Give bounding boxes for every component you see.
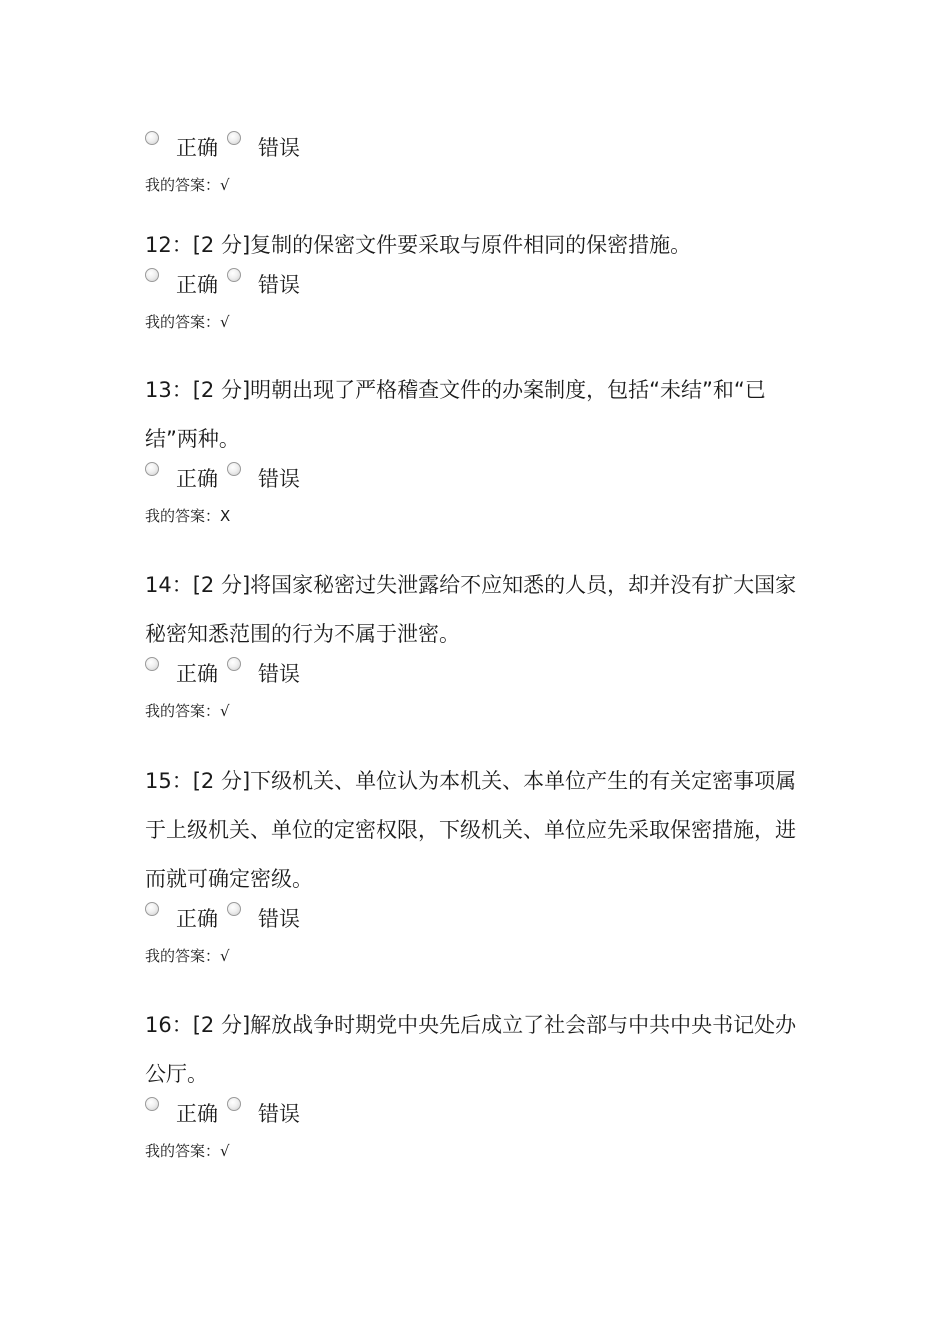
option-wrong-label: 错误 [258, 467, 300, 491]
question-14 [145, 561, 810, 721]
answer-options [145, 133, 810, 163]
question-text: 14：[2 分]将国家秘密过失泄露给不应知悉的人员，却并没有扩大国家秘密知悉范围的行为不属于泄密。 [145, 573, 797, 646]
radio-correct[interactable] [145, 657, 159, 671]
my-answer [145, 946, 810, 966]
radio-correct[interactable] [145, 268, 159, 282]
option-correct-label: 正确 [176, 1102, 218, 1126]
my-answer-label: 我的答案： [145, 947, 221, 965]
radio-wrong[interactable] [227, 131, 241, 145]
question-text: 16：[2 分]解放战争时期党中央先后成立了社会部与中共中央书记处办公厅。 [145, 1013, 797, 1086]
question-11 [145, 133, 810, 195]
question-12 [145, 221, 810, 332]
option-wrong-label: 错误 [258, 907, 300, 931]
my-answer-value: √ [220, 313, 230, 331]
answer-options [145, 270, 810, 300]
question-13 [145, 366, 810, 526]
radio-wrong[interactable] [227, 268, 241, 282]
option-correct-label: 正确 [176, 273, 218, 297]
radio-correct[interactable] [145, 462, 159, 476]
answer-options [145, 464, 810, 494]
option-correct-label: 正确 [176, 662, 218, 686]
option-wrong-label: 错误 [258, 273, 300, 297]
option-correct-label: 正确 [176, 467, 218, 491]
my-answer [145, 701, 810, 721]
my-answer-value: √ [220, 702, 230, 720]
my-answer-value: √ [220, 947, 230, 965]
radio-wrong[interactable] [227, 657, 241, 671]
my-answer [145, 1141, 810, 1161]
my-answer-value: √ [220, 176, 230, 194]
my-answer-label: 我的答案： [145, 1142, 221, 1160]
answer-options [145, 659, 810, 689]
radio-correct[interactable] [145, 1097, 159, 1111]
my-answer-value: X [220, 507, 231, 525]
option-correct-label: 正确 [176, 136, 218, 160]
question-15 [145, 757, 810, 966]
my-answer-label: 我的答案： [145, 507, 221, 525]
my-answer-value: √ [220, 1142, 230, 1160]
my-answer-label: 我的答案： [145, 313, 221, 331]
question-text: 15：[2 分]下级机关、单位认为本机关、本单位产生的有关定密事项属于上级机关、单位的定密权限，下级机关、单位应先采取保密措施，进而就可确定密级。 [145, 769, 797, 891]
my-answer [145, 175, 810, 195]
answer-options [145, 1099, 810, 1129]
my-answer [145, 312, 810, 332]
radio-correct[interactable] [145, 902, 159, 916]
question-text: 13：[2 分]明朝出现了严格稽查文件的办案制度，包括“未结”和“已结”两种。 [145, 378, 766, 451]
answer-options [145, 904, 810, 934]
my-answer-label: 我的答案： [145, 176, 221, 194]
my-answer-label: 我的答案： [145, 702, 221, 720]
question-text: 12：[2 分]复制的保密文件要采取与原件相同的保密措施。 [145, 233, 692, 257]
option-correct-label: 正确 [176, 907, 218, 931]
my-answer [145, 506, 810, 526]
option-wrong-label: 错误 [258, 136, 300, 160]
question-16 [145, 1001, 810, 1161]
radio-wrong[interactable] [227, 902, 241, 916]
option-wrong-label: 错误 [258, 662, 300, 686]
option-wrong-label: 错误 [258, 1102, 300, 1126]
radio-correct[interactable] [145, 131, 159, 145]
radio-wrong[interactable] [227, 462, 241, 476]
radio-wrong[interactable] [227, 1097, 241, 1111]
